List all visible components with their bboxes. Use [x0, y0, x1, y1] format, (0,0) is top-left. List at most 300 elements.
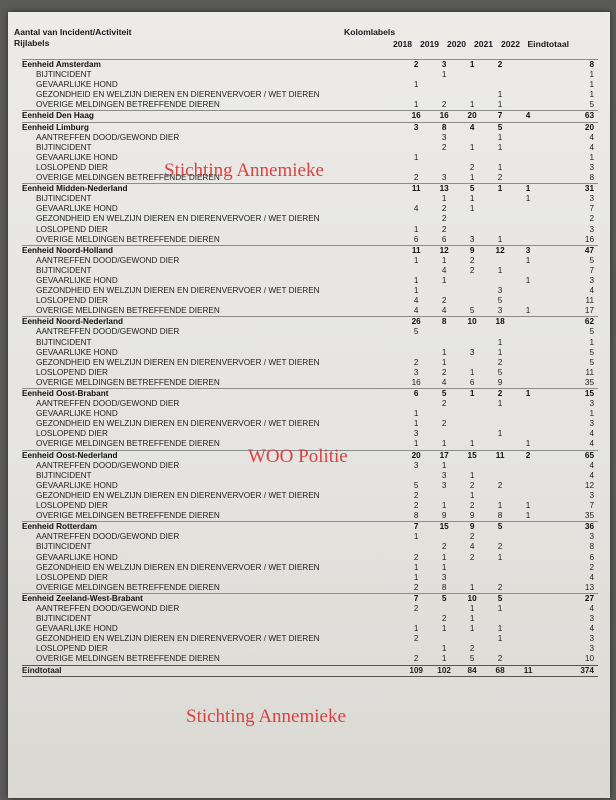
- year-count-cell: 3: [469, 347, 475, 357]
- year-count-cell: 12: [486, 245, 514, 256]
- year-count-cell: [514, 358, 542, 368]
- row-label: GEZONDHEID EN WELZIJN DIEREN EN DIERENVERVOER / WET DIEREN: [36, 490, 320, 500]
- year-count-cell: 8: [430, 317, 458, 328]
- category-row: [22, 563, 598, 573]
- year-count-cell: [458, 327, 486, 337]
- year-count-cell: 1: [441, 255, 447, 265]
- category-row: [22, 256, 598, 266]
- year-count-cell: [514, 573, 542, 583]
- year-count-cell: [402, 266, 430, 276]
- year-count-cell: 2: [441, 399, 447, 409]
- year-count-cell: 3: [514, 245, 542, 256]
- year-count-cell: 5: [469, 654, 475, 664]
- year-count-cell: 2: [469, 162, 475, 172]
- pivot-table: [22, 59, 598, 677]
- year-count-cell: 2: [413, 552, 419, 562]
- year-count-cell: 5: [497, 367, 503, 377]
- year-count-cell: 1: [525, 306, 531, 316]
- year-count-cell: 9: [469, 511, 475, 521]
- year-count-cell: 5: [486, 122, 514, 133]
- year-count-cell: 1: [497, 265, 503, 275]
- year-count-cell: [458, 133, 486, 143]
- year-count-cell: 1: [413, 100, 419, 110]
- row-total-cell: 2: [589, 562, 594, 572]
- year-count-cell: 1: [469, 582, 475, 592]
- year-count-cell: [458, 70, 486, 80]
- year-count-cell: [514, 419, 542, 429]
- row-label: GEVAARLIJKE HOND: [36, 275, 118, 285]
- year-count-cell: [514, 604, 542, 614]
- year-count-cell: 2: [413, 582, 419, 592]
- year-count-cell: 1: [469, 614, 475, 624]
- year-count-cell: 2: [497, 357, 503, 367]
- year-count-cell: 1: [469, 204, 475, 214]
- year-count-cell: 7: [486, 111, 514, 122]
- year-count-cell: [402, 399, 430, 409]
- year-count-cell: 1: [525, 255, 531, 265]
- year-count-cell: [486, 419, 514, 429]
- year-count-cell: 1: [441, 562, 447, 572]
- year-count-cell: 3: [441, 572, 447, 582]
- row-label: Eenheid Midden-Nederland: [22, 184, 402, 195]
- year-count-cell: 20: [402, 450, 430, 461]
- year-count-cell: 10: [458, 317, 486, 328]
- year-count-cell: 18: [486, 317, 514, 328]
- year-count-cell: [458, 338, 486, 348]
- row-total-cell: 63: [542, 111, 598, 122]
- row-total-cell: 3: [589, 634, 594, 644]
- year-count-cell: 3: [413, 460, 419, 470]
- year-count-cell: 1: [441, 357, 447, 367]
- year-count-cell: 1: [525, 194, 531, 204]
- year-count-cell: [402, 348, 430, 358]
- year-count-cell: 2: [514, 450, 542, 461]
- grand-total-row: [22, 665, 598, 676]
- row-total-cell: 1: [589, 80, 594, 90]
- year-count-cell: 3: [413, 429, 419, 439]
- year-count-cell: [430, 327, 458, 337]
- year-count-cell: [402, 471, 430, 481]
- year-count-cell: 1: [441, 552, 447, 562]
- row-label: AANTREFFEN DOOD/GEWOND DIER: [36, 603, 180, 613]
- row-total-cell: 13: [584, 582, 594, 592]
- year-count-cell: 1: [469, 142, 475, 152]
- row-total-cell: 3: [589, 194, 594, 204]
- row-total-cell: 11: [585, 296, 594, 306]
- year-count-cell: [486, 491, 514, 501]
- year-count-cell: [514, 235, 542, 246]
- year-count-cell: 1: [413, 572, 419, 582]
- row-label: GEZONDHEID EN WELZIJN DIEREN EN DIERENVERVOER / WET DIEREN: [36, 214, 320, 224]
- year-count-cell: [458, 286, 486, 296]
- row-total-cell: 3: [589, 224, 594, 234]
- year-count-cell: [514, 225, 542, 235]
- year-count-cell: [430, 90, 458, 100]
- year-count-cell: [430, 491, 458, 501]
- row-total-cell: 4: [589, 132, 594, 142]
- year-count-cell: 2: [413, 634, 419, 644]
- year-count-cell: 1: [413, 562, 419, 572]
- category-row: [22, 604, 598, 614]
- row-total-cell: 374: [542, 665, 598, 676]
- year-count-cell: [458, 153, 486, 163]
- category-row: [22, 624, 598, 634]
- row-total-cell: 15: [542, 389, 598, 400]
- row-label: BIJTINCIDENT: [36, 614, 92, 624]
- row-label: BIJTINCIDENT: [36, 337, 92, 347]
- year-count-cell: 1: [458, 60, 486, 71]
- year-count-cell: 1: [497, 634, 503, 644]
- year-count-cell: 3: [413, 367, 419, 377]
- year-count-cell: [458, 225, 486, 235]
- year-count-cell: [514, 70, 542, 80]
- year-count-cell: [402, 90, 430, 100]
- year-count-cell: [486, 409, 514, 419]
- year-count-cell: 20: [458, 111, 486, 122]
- row-label: OVERIGE MELDINGEN BETREFFENDE DIEREN: [36, 306, 220, 316]
- row-total-cell: 16: [584, 234, 594, 244]
- row-label: GEVAARLIJKE HOND: [36, 624, 118, 634]
- year-count-cell: 3: [497, 306, 503, 316]
- year-count-cell: 1: [497, 234, 503, 244]
- year-count-cell: [514, 614, 542, 624]
- watermark-stichting-annemieke: Stichting Annemieke: [186, 706, 346, 727]
- row-label: OVERIGE MELDINGEN BETREFFENDE DIEREN: [36, 377, 220, 387]
- row-label: BIJTINCIDENT: [36, 265, 92, 275]
- row-label: LOSLOPEND DIER: [36, 367, 108, 377]
- region-row: [22, 317, 598, 328]
- row-label: AANTREFFEN DOOD/GEWOND DIER: [36, 460, 180, 470]
- year-count-cell: [458, 296, 486, 306]
- year-count-cell: 12: [430, 245, 458, 256]
- year-count-cell: [402, 644, 430, 654]
- row-total-cell: 3: [589, 490, 594, 500]
- row-label: Eenheid Oost-Brabant: [22, 389, 402, 400]
- year-header: 2022: [500, 39, 521, 49]
- row-label: BIJTINCIDENT: [36, 194, 92, 204]
- row-total-cell: 31: [542, 184, 598, 195]
- year-count-cell: [430, 532, 458, 542]
- year-count-cell: 1: [413, 80, 419, 90]
- year-count-cell: 5: [413, 480, 419, 490]
- year-count-cell: 11: [402, 184, 430, 195]
- year-count-cell: [514, 214, 542, 224]
- year-count-cell: 26: [402, 317, 430, 328]
- row-label: OVERIGE MELDINGEN BETREFFENDE DIEREN: [36, 234, 220, 244]
- year-count-cell: [514, 60, 542, 71]
- row-label: OVERIGE MELDINGEN BETREFFENDE DIEREN: [36, 173, 220, 183]
- row-total-cell: 3: [589, 419, 594, 429]
- year-count-cell: 2: [413, 490, 419, 500]
- row-label: GEVAARLIJKE HOND: [36, 80, 118, 90]
- year-count-cell: [458, 419, 486, 429]
- year-count-cell: [458, 461, 486, 471]
- year-header-row: [389, 39, 599, 49]
- year-count-cell: [514, 553, 542, 563]
- year-count-cell: 1: [469, 470, 475, 480]
- row-label: OVERIGE MELDINGEN BETREFFENDE DIEREN: [36, 582, 220, 592]
- year-count-cell: [402, 614, 430, 624]
- year-count-cell: [514, 471, 542, 481]
- year-count-cell: 1: [458, 389, 486, 400]
- year-count-cell: 10: [458, 593, 486, 604]
- column-labels-caption: Kolomlabels: [344, 27, 396, 37]
- row-total-cell: 8: [542, 60, 598, 71]
- year-count-cell: 1: [413, 255, 419, 265]
- year-count-cell: 68: [486, 665, 514, 676]
- row-label: GEZONDHEID EN WELZIJN DIEREN EN DIERENVERVOER / WET DIEREN: [36, 286, 320, 296]
- year-count-cell: 109: [402, 665, 430, 676]
- year-count-cell: [402, 163, 430, 173]
- row-total-cell: 3: [589, 614, 594, 624]
- row-label: AANTREFFEN DOOD/GEWOND DIER: [36, 327, 180, 337]
- row-total-cell: 20: [542, 122, 598, 133]
- category-row: [22, 368, 598, 378]
- category-row: [22, 481, 598, 491]
- category-row: [22, 553, 598, 563]
- year-count-cell: 3: [430, 60, 458, 71]
- category-row: [22, 296, 598, 306]
- year-count-cell: 16: [402, 111, 430, 122]
- row-label: Eenheid Limburg: [22, 122, 402, 133]
- year-count-cell: 1: [413, 409, 419, 419]
- year-count-cell: 6: [469, 377, 475, 387]
- year-count-cell: [458, 563, 486, 573]
- total-header: Eindtotaal: [527, 39, 569, 49]
- year-count-cell: 4: [458, 122, 486, 133]
- row-label: LOSLOPEND DIER: [36, 224, 108, 234]
- row-label: GEZONDHEID EN WELZIJN DIEREN EN DIERENVERVOER / WET DIEREN: [36, 357, 320, 367]
- row-label: Eenheid Amsterdam: [22, 60, 402, 71]
- year-count-cell: [486, 194, 514, 204]
- year-count-cell: 3: [441, 480, 447, 490]
- year-count-cell: [514, 522, 542, 533]
- year-count-cell: 1: [497, 501, 503, 511]
- year-count-cell: [514, 173, 542, 184]
- category-row: [22, 70, 598, 80]
- year-count-cell: [486, 532, 514, 542]
- year-count-cell: 2: [441, 367, 447, 377]
- year-count-cell: 4: [514, 111, 542, 122]
- year-count-cell: 5: [430, 389, 458, 400]
- year-count-cell: 11: [486, 450, 514, 461]
- category-row: [22, 419, 598, 429]
- row-total-cell: 1: [589, 409, 594, 419]
- row-total-cell: 4: [589, 286, 594, 296]
- row-label: AANTREFFEN DOOD/GEWOND DIER: [36, 255, 180, 265]
- year-count-cell: [514, 654, 542, 665]
- row-label: BIJTINCIDENT: [36, 142, 92, 152]
- row-label: BIJTINCIDENT: [36, 542, 92, 552]
- row-total-cell: 17: [584, 306, 594, 316]
- year-count-cell: 102: [430, 665, 458, 676]
- year-count-cell: [514, 317, 542, 328]
- year-count-cell: 4: [413, 204, 419, 214]
- category-row: [22, 100, 598, 111]
- category-row: [22, 348, 598, 358]
- year-count-cell: 3: [469, 234, 475, 244]
- year-count-cell: [514, 327, 542, 337]
- year-count-cell: 1: [469, 194, 475, 204]
- year-count-cell: 1: [441, 70, 447, 80]
- row-label: GEVAARLIJKE HOND: [36, 204, 118, 214]
- year-count-cell: [430, 80, 458, 90]
- row-label: Eenheid Zeeland-West-Brabant: [22, 593, 402, 604]
- category-row: [22, 338, 598, 348]
- year-count-cell: 1: [525, 275, 531, 285]
- year-count-cell: [430, 153, 458, 163]
- year-header: 2019: [419, 39, 440, 49]
- year-count-cell: 1: [497, 142, 503, 152]
- year-count-cell: [514, 122, 542, 133]
- row-total-cell: 3: [589, 275, 594, 285]
- row-label: LOSLOPEND DIER: [36, 644, 108, 654]
- year-header: 2020: [446, 39, 467, 49]
- year-count-cell: 1: [497, 603, 503, 613]
- category-row: [22, 654, 598, 665]
- category-row: [22, 194, 598, 204]
- year-count-cell: 8: [430, 122, 458, 133]
- row-label: GEVAARLIJKE HOND: [36, 409, 118, 419]
- row-total-cell: 7: [589, 204, 594, 214]
- year-count-cell: 2: [486, 60, 514, 71]
- year-header: 2018: [392, 39, 413, 49]
- row-label: LOSLOPEND DIER: [36, 501, 108, 511]
- year-count-cell: [514, 133, 542, 143]
- category-row: [22, 399, 598, 409]
- row-label: GEZONDHEID EN WELZIJN DIEREN EN DIERENVERVOER / WET DIEREN: [36, 562, 320, 572]
- year-count-cell: 1: [469, 173, 475, 183]
- year-count-cell: [514, 90, 542, 100]
- year-count-cell: [514, 542, 542, 552]
- row-total-cell: 4: [589, 439, 594, 449]
- row-label: GEZONDHEID EN WELZIJN DIEREN EN DIERENVERVOER / WET DIEREN: [36, 419, 320, 429]
- category-row: [22, 214, 598, 224]
- year-count-cell: [430, 286, 458, 296]
- year-count-cell: [514, 583, 542, 594]
- row-label: GEZONDHEID EN WELZIJN DIEREN EN DIERENVERVOER / WET DIEREN: [36, 90, 320, 100]
- year-count-cell: 1: [497, 90, 503, 100]
- row-total-cell: 4: [589, 572, 594, 582]
- row-label: OVERIGE MELDINGEN BETREFFENDE DIEREN: [36, 654, 220, 664]
- category-row: [22, 644, 598, 654]
- year-count-cell: 2: [469, 532, 475, 542]
- year-count-cell: 1: [469, 624, 475, 634]
- year-count-cell: 2: [469, 644, 475, 654]
- year-count-cell: [458, 634, 486, 644]
- year-count-cell: [486, 471, 514, 481]
- year-count-cell: 5: [486, 593, 514, 604]
- row-label: BIJTINCIDENT: [36, 70, 92, 80]
- year-count-cell: 2: [441, 214, 447, 224]
- year-count-cell: 4: [441, 306, 447, 316]
- region-row: [22, 122, 598, 133]
- row-total-cell: 2: [589, 214, 594, 224]
- year-count-cell: [514, 563, 542, 573]
- row-label: GEVAARLIJKE HOND: [36, 552, 118, 562]
- year-count-cell: 2: [441, 204, 447, 214]
- category-row: [22, 276, 598, 286]
- year-count-cell: 1: [441, 194, 447, 204]
- row-total-cell: 5: [589, 100, 594, 110]
- year-count-cell: 1: [413, 624, 419, 634]
- year-count-cell: 1: [413, 532, 419, 542]
- region-row: [22, 184, 598, 195]
- category-row: [22, 133, 598, 143]
- year-count-cell: 2: [413, 654, 419, 664]
- year-count-cell: 1: [469, 439, 475, 449]
- row-total-cell: 4: [589, 470, 594, 480]
- row-total-cell: 5: [589, 255, 594, 265]
- year-count-cell: [486, 327, 514, 337]
- year-count-cell: [458, 90, 486, 100]
- row-total-cell: 1: [589, 152, 594, 162]
- row-label: Eenheid Noord-Holland: [22, 245, 402, 256]
- year-count-cell: 1: [469, 100, 475, 110]
- year-count-cell: 2: [441, 142, 447, 152]
- year-count-cell: 5: [458, 184, 486, 195]
- year-count-cell: [458, 80, 486, 90]
- year-count-cell: 15: [430, 522, 458, 533]
- row-label: LOSLOPEND DIER: [36, 296, 108, 306]
- row-label: GEZONDHEID EN WELZIJN DIEREN EN DIERENVERVOER / WET DIEREN: [36, 634, 320, 644]
- year-count-cell: 2: [441, 224, 447, 234]
- year-count-cell: 3: [497, 286, 503, 296]
- row-label: LOSLOPEND DIER: [36, 162, 108, 172]
- watermark-stichting-annemieke: Stichting Annemieke: [164, 160, 324, 181]
- year-count-cell: [514, 399, 542, 409]
- year-count-cell: [458, 573, 486, 583]
- year-count-cell: [486, 153, 514, 163]
- row-label: Eenheid Den Haag: [22, 111, 402, 122]
- year-count-cell: 1: [469, 367, 475, 377]
- year-count-cell: [514, 348, 542, 358]
- row-total-cell: 4: [589, 624, 594, 634]
- row-total-cell: 1: [589, 90, 594, 100]
- year-count-cell: 6: [441, 234, 447, 244]
- category-row: [22, 532, 598, 542]
- year-count-cell: 1: [413, 419, 419, 429]
- year-count-cell: 8: [441, 582, 447, 592]
- year-count-cell: 11: [514, 665, 542, 676]
- category-row: [22, 235, 598, 246]
- year-count-cell: 13: [430, 184, 458, 195]
- year-count-cell: 4: [413, 296, 419, 306]
- year-count-cell: 9: [441, 511, 447, 521]
- row-label: OVERIGE MELDINGEN BETREFFENDE DIEREN: [36, 439, 220, 449]
- row-label: OVERIGE MELDINGEN BETREFFENDE DIEREN: [36, 100, 220, 110]
- year-count-cell: [514, 532, 542, 542]
- row-total-cell: 3: [589, 532, 594, 542]
- year-count-cell: [486, 644, 514, 654]
- row-label: AANTREFFEN DOOD/GEWOND DIER: [36, 132, 180, 142]
- year-count-cell: 2: [469, 255, 475, 265]
- year-count-cell: [486, 256, 514, 266]
- row-label: GEVAARLIJKE HOND: [36, 152, 118, 162]
- row-total-cell: 47: [542, 245, 598, 256]
- row-total-cell: 62: [542, 317, 598, 328]
- category-row: [22, 204, 598, 214]
- year-count-cell: 1: [441, 275, 447, 285]
- year-count-cell: 2: [497, 542, 503, 552]
- category-row: [22, 429, 598, 439]
- year-count-cell: 2: [441, 542, 447, 552]
- year-count-cell: 5: [497, 296, 503, 306]
- year-count-cell: 1: [413, 275, 419, 285]
- year-count-cell: 1: [441, 624, 447, 634]
- year-count-cell: [458, 214, 486, 224]
- row-total-cell: 7: [589, 501, 594, 511]
